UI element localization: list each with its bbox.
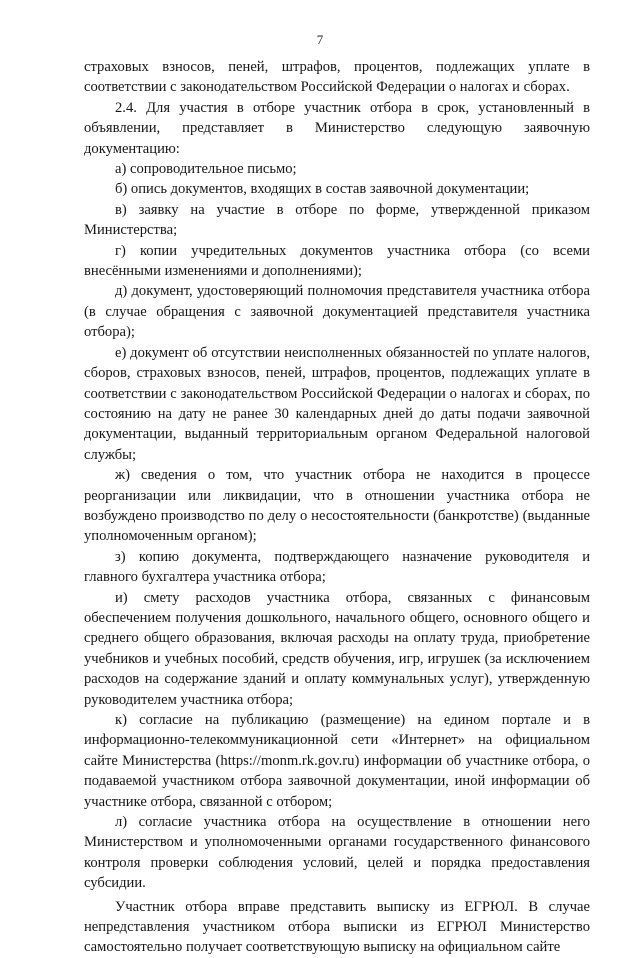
list-item-z: з) копию документа, подтверждающего назначение руководителя и главного бухгалтера участника отбора; — [84, 548, 590, 586]
list-item-a: а) сопроводительное письмо; — [115, 161, 297, 178]
list-item-k: к) согласие на публикацию (размещение) на едином портале и в информационно-телекоммуникационной сети «Интернет» на официальном сайте Министерства (https://monm.rk.gov.ru) информации об участнике отбора, о подаваемой участником отбора заявочной документации, иной информации об участнике отбора, связанной с отбором; — [84, 712, 590, 810]
list-item-i: и) смету расходов участника отбора, связанных с финансовым обеспечением получения дошкольного, начального общего, основного общего и среднего общего образования, включая расходы на оплату труда, приобретение учебников и учебных пособий, средств обучения, игр, игрушек (за исключением расходов на содержание зданий и оплату коммунальных услуг), утвержденную руководителем участника отбора; — [84, 589, 590, 708]
list-item-v: в) заявку на участие в отборе по форме, утвержденной приказом Министерства; — [84, 201, 590, 239]
list-item-b: б) опись документов, входящих в состав заявочной документации; — [115, 181, 530, 198]
list-item-g: г) копии учредительных документов участника отбора (со всеми внесёнными изменениями и дополнениями); — [84, 242, 590, 280]
list-item-zh: ж) сведения о том, что участник отбора не находится в процессе реорганизации или ликвидации, что в отношении участника отбора не возбуждено производство по делу о несостоятельности (банкротстве) (выданные уполномоченным органом); — [84, 467, 590, 545]
paragraph-2-4: 2.4. Для участия в отборе участник отбора в срок, установленный в объявлении, представляет в Министерство следующую заявочную документацию: — [84, 99, 590, 157]
paragraph-egryul: Участник отбора вправе представить выписку из ЕГРЮЛ. В случае непредставления участником отбора выписки из ЕГРЮЛ Министерство самостоятельно получает соответствующую выписку на официальном сайте — [84, 898, 590, 956]
list-item-d: д) документ, удостоверяющий полномочия представителя участника отбора (в случае обращения с заявочной документацией представителя участника отбора); — [84, 283, 590, 341]
page-number: 7 — [316, 32, 324, 47]
list-item-e: е) документ об отсутствии неисполненных обязанностей по уплате налогов, сборов, страховых взносов, пеней, штрафов, процентов, подлежащих уплате в соответствии с законодательством Российской Федерации о налогах и сборах, по состоянию на дату не ранее 30 календарных дней до даты подачи заявочной документации, выданный территориальным органом Федеральной налоговой службы; — [84, 344, 590, 463]
list-item-l: л) согласие участника отбора на осуществление в отношении него Министерством и уполномоченными органами государственного финансового контроля проверки соблюдения условий, целей и порядка предоставления субсидии. — [84, 814, 590, 892]
paragraph-continuation: страховых взносов, пеней, штрафов, процентов, подлежащих уплате в соответствии с законодательством Российской Федерации о налогах и сборах. — [84, 59, 590, 96]
document-body — [84, 57, 590, 958]
